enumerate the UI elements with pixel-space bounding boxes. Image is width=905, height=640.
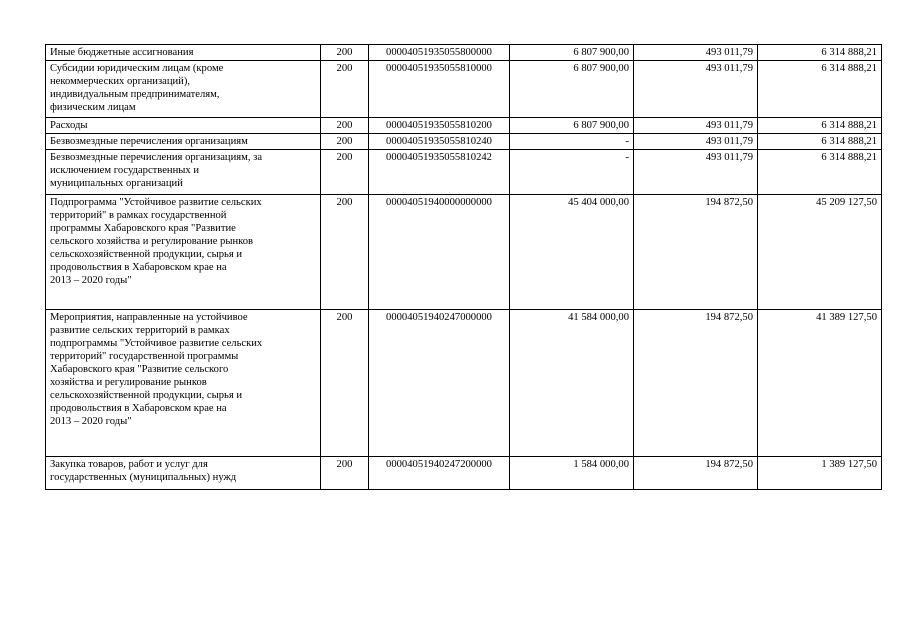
row-name-cell: Безвозмездные перечисления организациям [46,134,321,150]
row-name-cell: Закупка товаров, работ и услуг для государственных (муниципальных) нужд [46,457,321,490]
row-name-cell: Подпрограмма "Устойчивое развитие сельских территорий" в рамках государственной программы Хабаровского края "Развитие сельского хозяйства и регулирование рынков сельскохозяйственной продукции, сырья и продовольствия в Хабаровском крае на 2013 – 2020 годы" [46,195,321,310]
row-line-code-cell: 200 [321,150,369,195]
row-budget-code-cell: 00004051935055810240 [369,134,510,150]
row-approved-amount-cell: 6 807 900,00 [510,61,634,118]
row-line-code-cell: 200 [321,195,369,310]
row-line-code-cell: 200 [321,61,369,118]
row-executed-amount-cell: 493 011,79 [634,118,758,134]
table-row [46,134,882,150]
row-name-cell: Расходы [46,118,321,134]
row-unexecuted-amount-cell: 1 389 127,50 [758,457,882,490]
row-executed-amount-cell: 493 011,79 [634,61,758,118]
row-name-cell: Безвозмездные перечисления организациям, за исключением государственных и муниципальных организаций [46,150,321,195]
row-name-cell: Мероприятия, направленные на устойчивое развитие сельских территорий в рамках подпрограммы "Устойчивое развитие сельских территорий" государственной программы Хабаровского края "Развитие сельского хозяйства и регулирование рынков сельскохозяйственной продукции, сырья и продовольствия в Хабаровском крае на 2013 – 2020 годы" [46,310,321,457]
table-row [46,310,882,457]
row-budget-code-cell: 00004051940247200000 [369,457,510,490]
row-approved-amount-cell: 6 807 900,00 [510,118,634,134]
row-line-code-cell: 200 [321,134,369,150]
row-unexecuted-amount-cell: 6 314 888,21 [758,134,882,150]
row-approved-amount-cell: - [510,150,634,195]
table-row [46,118,882,134]
row-approved-amount-cell: 45 404 000,00 [510,195,634,310]
row-executed-amount-cell: 194 872,50 [634,195,758,310]
budget-table [45,44,882,490]
row-unexecuted-amount-cell: 6 314 888,21 [758,118,882,134]
row-line-code-cell: 200 [321,457,369,490]
row-budget-code-cell: 00004051935055810000 [369,61,510,118]
row-budget-code-cell: 00004051940247000000 [369,310,510,457]
row-budget-code-cell: 00004051935055810200 [369,118,510,134]
table-row [46,457,882,490]
table-row [46,61,882,118]
row-approved-amount-cell: 1 584 000,00 [510,457,634,490]
row-approved-amount-cell: - [510,134,634,150]
row-budget-code-cell: 00004051935055810242 [369,150,510,195]
budget-table-body [46,45,882,490]
row-executed-amount-cell: 493 011,79 [634,150,758,195]
row-unexecuted-amount-cell: 41 389 127,50 [758,310,882,457]
row-line-code-cell: 200 [321,118,369,134]
row-executed-amount-cell: 194 872,50 [634,310,758,457]
row-approved-amount-cell: 6 807 900,00 [510,45,634,61]
row-executed-amount-cell: 194 872,50 [634,457,758,490]
table-row [46,195,882,310]
row-approved-amount-cell: 41 584 000,00 [510,310,634,457]
row-line-code-cell: 200 [321,310,369,457]
table-row [46,45,882,61]
row-unexecuted-amount-cell: 6 314 888,21 [758,61,882,118]
row-name-cell: Субсидии юридическим лицам (кроме некоммерческих организаций), индивидуальным предпринимателям, физическим лицам [46,61,321,118]
row-budget-code-cell: 00004051940000000000 [369,195,510,310]
row-executed-amount-cell: 493 011,79 [634,134,758,150]
row-line-code-cell: 200 [321,45,369,61]
row-budget-code-cell: 00004051935055800000 [369,45,510,61]
row-unexecuted-amount-cell: 6 314 888,21 [758,150,882,195]
row-executed-amount-cell: 493 011,79 [634,45,758,61]
table-row [46,150,882,195]
row-unexecuted-amount-cell: 45 209 127,50 [758,195,882,310]
row-name-cell: Иные бюджетные ассигнования [46,45,321,61]
row-unexecuted-amount-cell: 6 314 888,21 [758,45,882,61]
